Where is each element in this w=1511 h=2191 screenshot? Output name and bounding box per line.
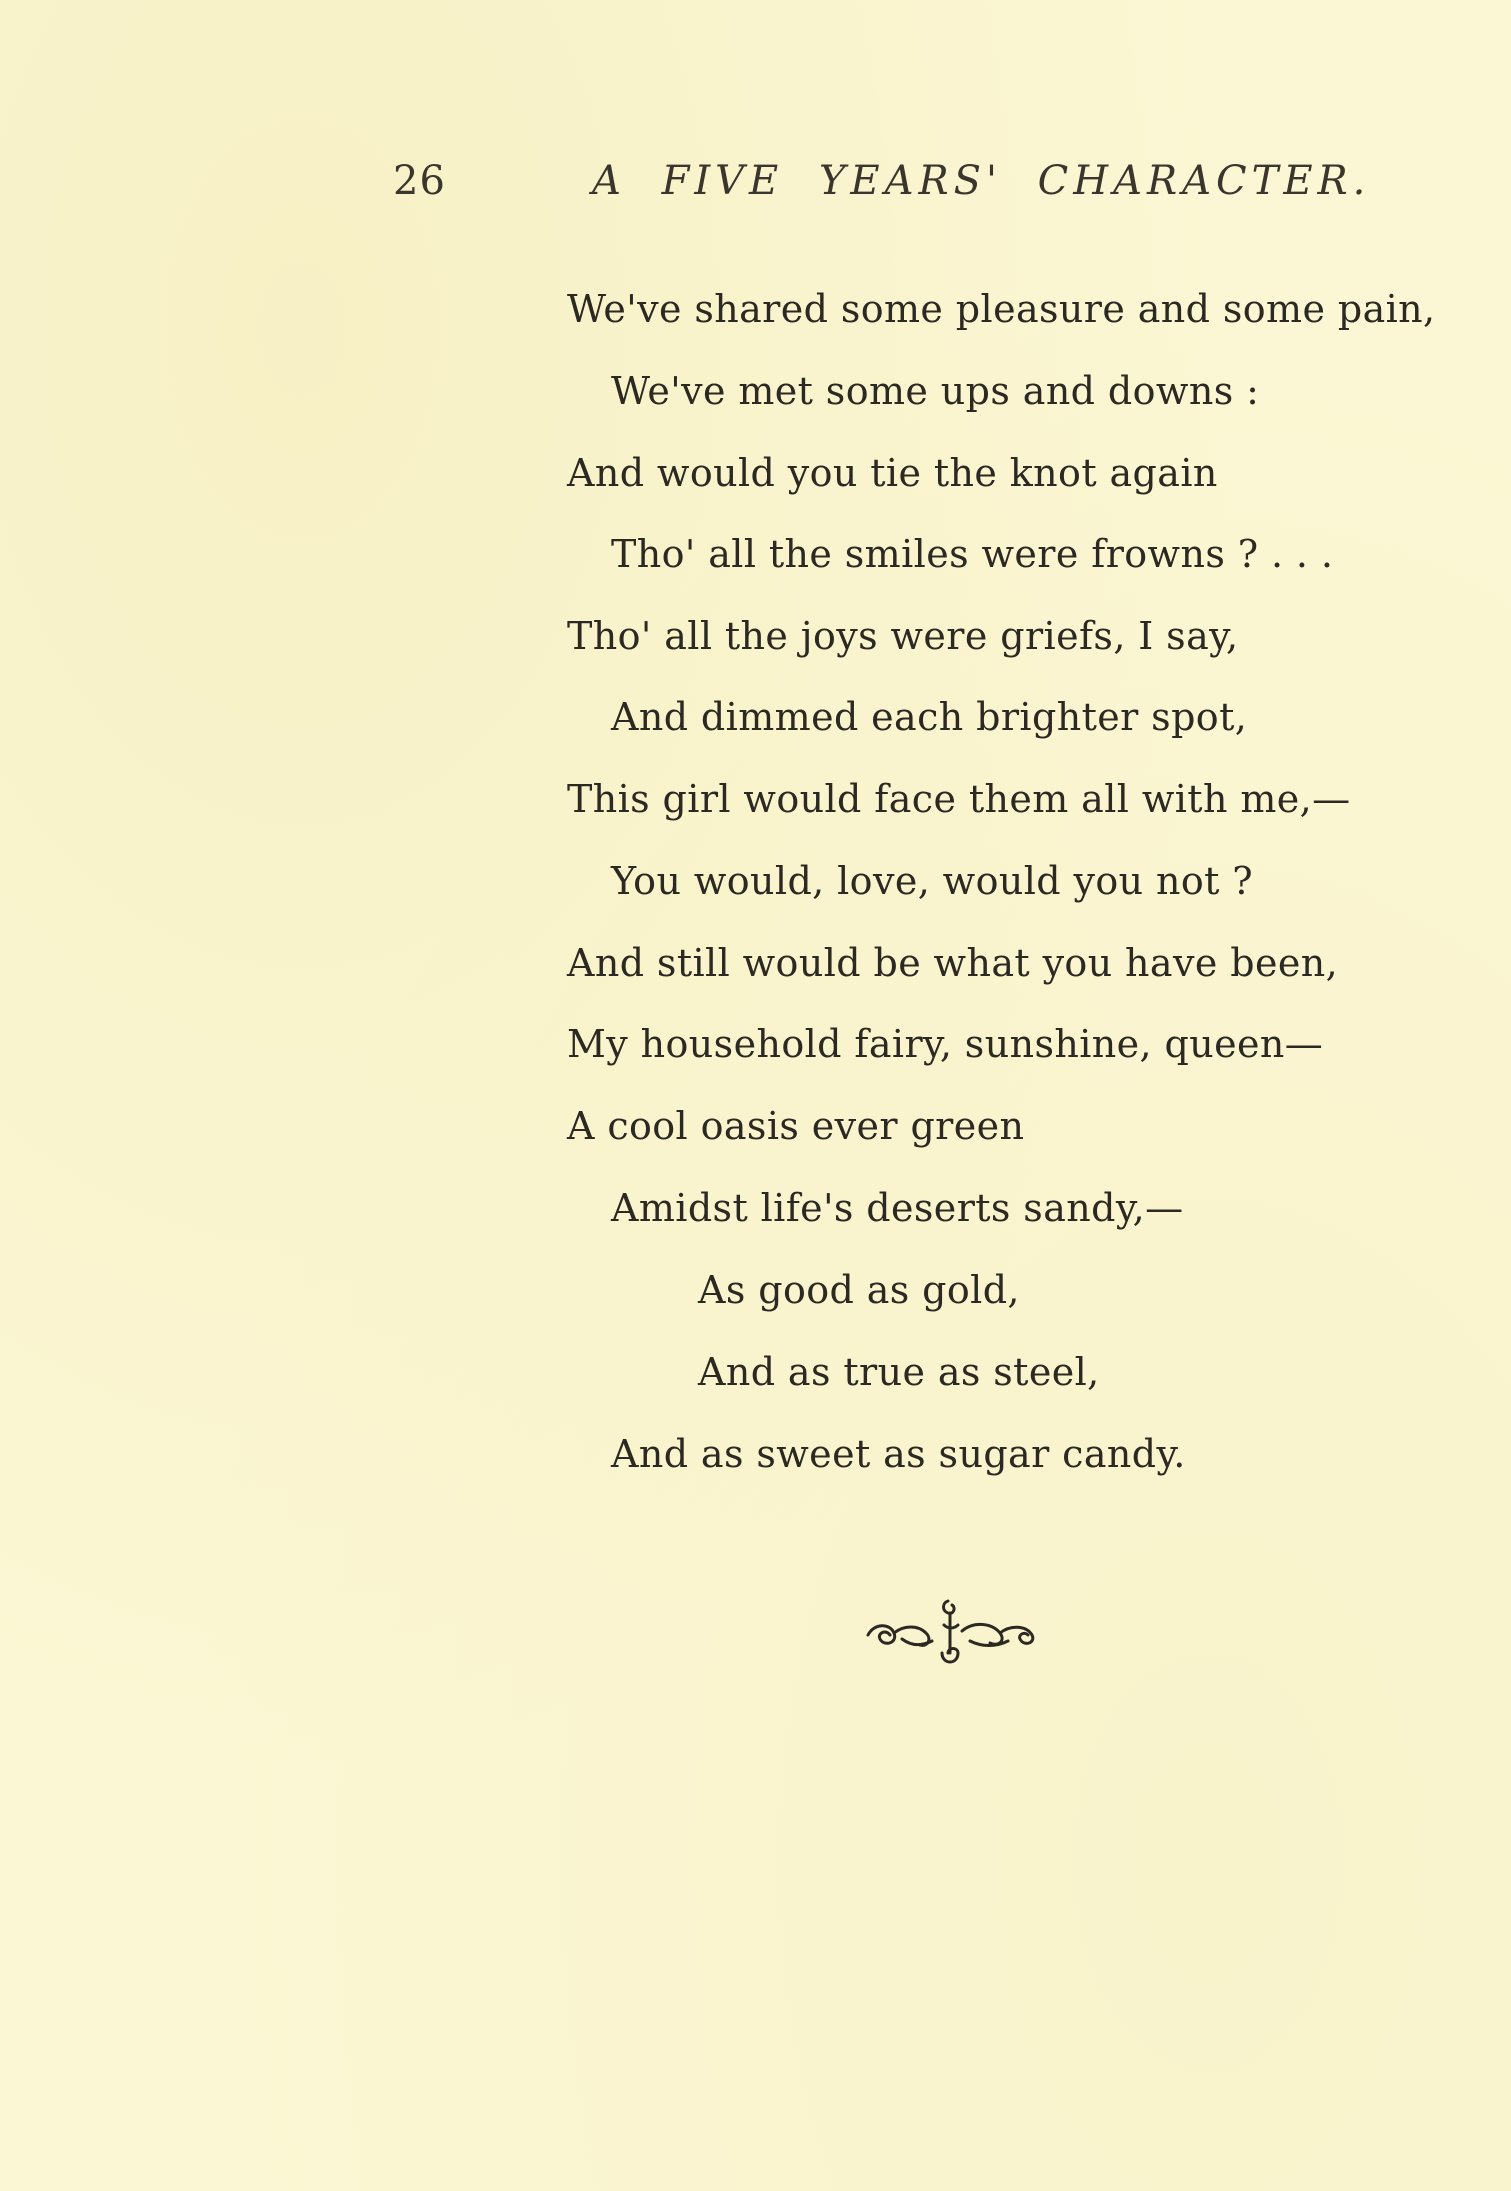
poem-line: Tho' all the smiles were frowns ? . . .	[611, 532, 1334, 576]
poem-line: And still would be what you have been,	[567, 941, 1339, 985]
poem-line: As good as gold,	[698, 1268, 1020, 1312]
poem-line: Tho' all the joys were griefs, I say,	[567, 614, 1239, 658]
poem-line: Amidst life's deserts sandy,—	[611, 1186, 1184, 1230]
running-title: A FIVE YEARS' CHARACTER.	[592, 158, 1371, 204]
poem-line: My household fairy, sunshine, queen—	[567, 1022, 1324, 1066]
poem-line: A cool oasis ever green	[567, 1104, 1025, 1148]
poem-line: You would, love, would you not ?	[611, 859, 1254, 903]
poem-line: We've met some ups and downs :	[611, 369, 1260, 413]
poem-line: This girl would face them all with me,—	[567, 777, 1351, 821]
page-number: 26	[393, 158, 446, 204]
poem-line: And as sweet as sugar candy.	[611, 1432, 1186, 1476]
poem-line: And would you tie the knot again	[567, 451, 1218, 495]
tailpiece-ornament-icon	[862, 1595, 1040, 1671]
poem-line: We've shared some pleasure and some pain,	[567, 287, 1436, 331]
poem-line: And as true as steel,	[698, 1350, 1100, 1394]
poem-line: And dimmed each brighter spot,	[611, 695, 1248, 739]
